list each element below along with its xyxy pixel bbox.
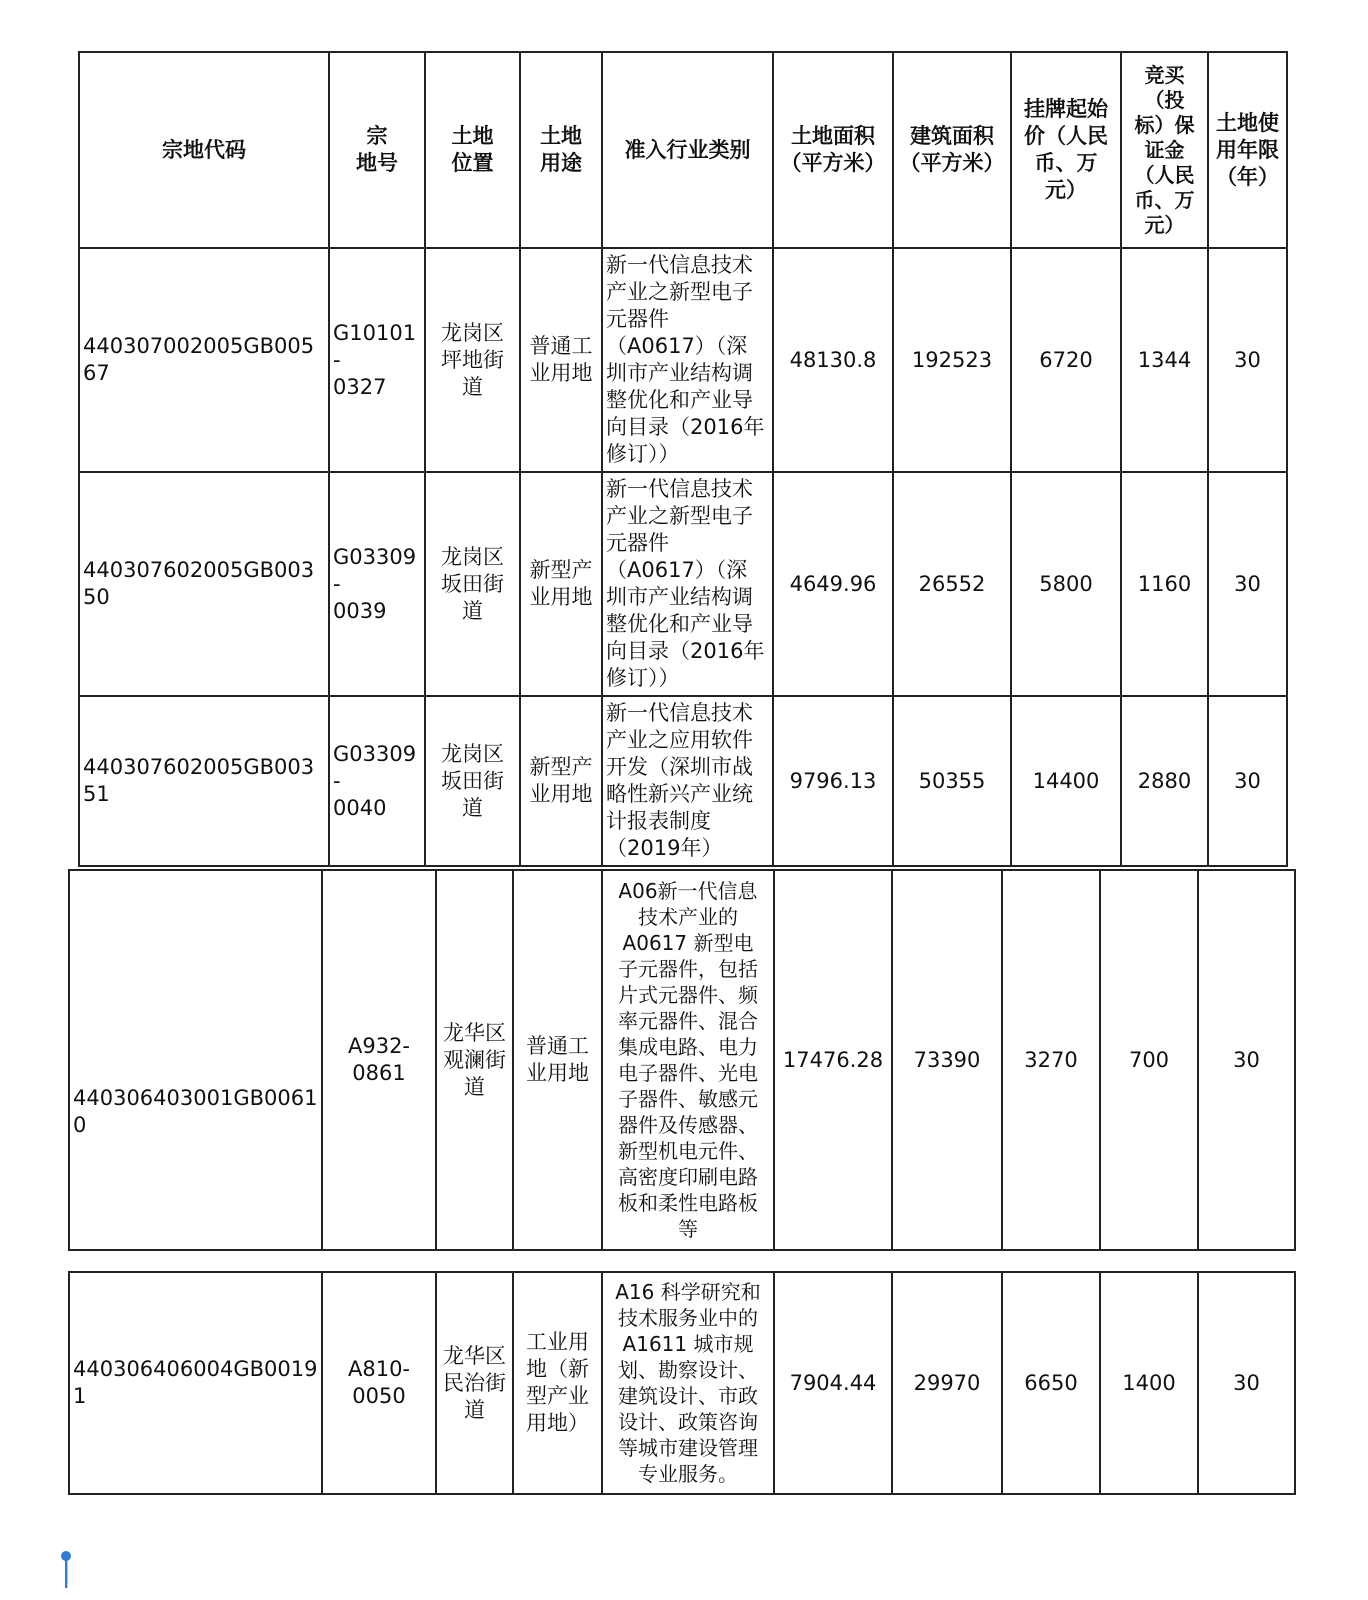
cell-lot: G10101- 0327 [329,248,425,472]
table-row [79,248,1287,472]
cell-building: 26552 [893,472,1011,696]
cell-building: 29970 [892,1272,1002,1494]
cell-price: 6720 [1011,248,1121,472]
cell-lot: A810- 0050 [322,1272,436,1494]
land-table-minzhi [68,1271,1296,1495]
cell-term: 30 [1198,870,1295,1250]
cell-deposit: 1344 [1121,248,1208,472]
header-use: 土地 用途 [520,52,602,248]
cell-building: 192523 [893,248,1011,472]
cell-location: 龙华区 观澜街 道 [436,870,513,1250]
cell-term: 30 [1208,696,1287,866]
cell-use: 普通工 业用地 [513,870,602,1250]
header-price: 挂牌起始 价（人民 币、万 元） [1011,52,1121,248]
cell-industry: 新一代信息技术 产业之新型电子 元器件 （A0617）（深 圳市产业结构调 整优化和产业导 向目录（2016年 修订）） [602,472,773,696]
cell-lot: A932- 0861 [322,870,436,1250]
header-deposit: 竞买 （投 标）保 证金 （人民 币、万 元） [1121,52,1208,248]
cell-code: 440306406004GB00191 [69,1272,322,1494]
cell-price: 6650 [1002,1272,1100,1494]
cell-code: 440306403001GB00610 [69,870,322,1250]
table-row [69,870,1295,1250]
cell-industry: A16 科学研究和 技术服务业中的 A1611 城市规 划、勘察设计、 建筑设计、市政 设计、政策咨询 等城市建设管理 专业服务。 [602,1272,774,1494]
table-row [69,1272,1295,1494]
cell-term: 30 [1198,1272,1295,1494]
header-lot: 宗 地号 [329,52,425,248]
cell-area: 4649.96 [773,472,893,696]
cell-building: 50355 [893,696,1011,866]
cell-lot: G03309- 0040 [329,696,425,866]
table-row [79,696,1287,866]
land-table-main [78,51,1288,867]
cell-location: 龙岗区 坂田街 道 [425,696,520,866]
cell-deposit: 1400 [1100,1272,1198,1494]
header-code: 宗地代码 [79,52,329,248]
cell-price: 14400 [1011,696,1121,866]
cell-building: 73390 [892,870,1002,1250]
cell-industry: 新一代信息技术 产业之应用软件 开发（深圳市战 略性新兴产业统 计报表制度 （2019年） [602,696,773,866]
cell-price: 5800 [1011,472,1121,696]
cell-deposit: 700 [1100,870,1198,1250]
header-area: 土地面积 （平方米） [773,52,893,248]
cell-use: 工业用 地（新 型产业 用地） [513,1272,602,1494]
header-row [79,52,1287,248]
cell-code: 440307602005GB00351 [79,696,329,866]
header-term: 土地使 用年限 （年） [1208,52,1287,248]
header-location: 土地 位置 [425,52,520,248]
cell-area: 9796.13 [773,696,893,866]
location-pin-icon[interactable] [60,1550,72,1590]
cell-code: 440307002005GB00567 [79,248,329,472]
cell-location: 龙岗区 坂田街 道 [425,472,520,696]
cell-lot: G03309- 0039 [329,472,425,696]
cell-location: 龙华区 民治街 道 [436,1272,513,1494]
header-building: 建筑面积 （平方米） [893,52,1011,248]
cell-term: 30 [1208,472,1287,696]
land-table-guanlan [68,869,1296,1251]
table-row [79,472,1287,696]
cell-price: 3270 [1002,870,1100,1250]
cell-term: 30 [1208,248,1287,472]
cell-area: 7904.44 [774,1272,892,1494]
cell-area: 17476.28 [774,870,892,1250]
cell-area: 48130.8 [773,248,893,472]
header-industry: 准入行业类别 [602,52,773,248]
cell-industry: A06新一代信息 技术产业的 A0617 新型电 子元器件，包括 片式元器件、频 率元器件、混合 集成电路、电力 电子器件、光电 子器件、敏感元 器件及传感器、 新型机电元件、 高密度印刷电路 板和柔性电路板 等 [602,870,774,1250]
cell-deposit: 1160 [1121,472,1208,696]
cell-deposit: 2880 [1121,696,1208,866]
cell-industry: 新一代信息技术 产业之新型电子 元器件 （A0617）（深 圳市产业结构调 整优化和产业导 向目录（2016年 修订）） [602,248,773,472]
cell-use: 新型产 业用地 [520,472,602,696]
cell-location: 龙岗区 坪地街 道 [425,248,520,472]
cell-code: 440307602005GB00350 [79,472,329,696]
cell-use: 新型产 业用地 [520,696,602,866]
cell-use: 普通工 业用地 [520,248,602,472]
